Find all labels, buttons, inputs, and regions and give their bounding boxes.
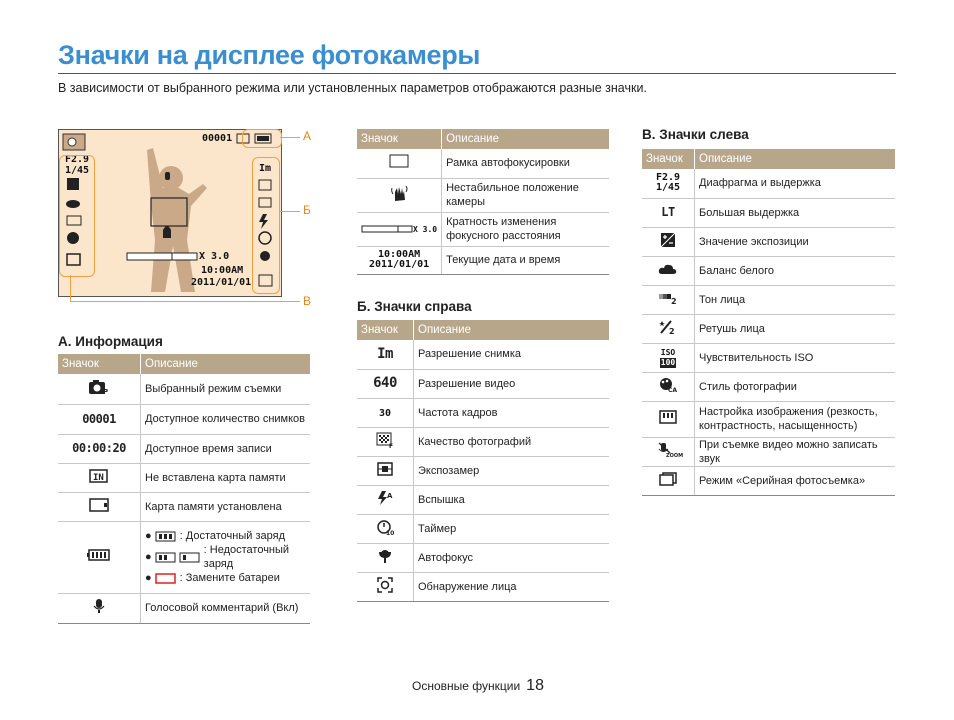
battery-empty-icon <box>155 573 177 584</box>
autofocus-icon <box>377 548 393 564</box>
row-desc: Тон лица <box>695 285 896 314</box>
no-memory-card-icon <box>89 469 109 483</box>
row-desc: Текущие дата и время <box>442 246 609 274</box>
row-desc: Значение экспозиции <box>695 227 896 256</box>
callout-box-top <box>242 129 282 148</box>
row-desc: При съемке видео можно записать звук <box>695 437 896 466</box>
callout-line-v-vert <box>70 275 71 301</box>
table-row <box>642 256 895 285</box>
battery-full-item: ● : Достаточный заряд <box>145 530 285 542</box>
display-date: 2011/01/01 <box>191 277 252 288</box>
row-desc: Рамка автофокусировки <box>442 149 609 178</box>
row-desc: Голосовой комментарий (Вкл) <box>141 593 311 623</box>
table-row <box>357 543 609 572</box>
metering-icon <box>377 462 393 476</box>
callout-line-v <box>70 301 300 302</box>
photo-resolution-icon: Im <box>377 345 393 362</box>
photo-quality-icon <box>376 432 394 448</box>
section-b-heading: Б. Значки справа <box>357 299 472 314</box>
row-desc: Разрешение видео <box>414 369 610 398</box>
microphone-icon <box>93 598 105 614</box>
record-time-icon: 00:00:20 <box>72 441 126 455</box>
table-row <box>357 572 609 601</box>
zoom-bar-icon <box>361 225 413 233</box>
table-row <box>58 521 310 593</box>
page-title: Значки на дисплее фотокамеры <box>58 40 481 70</box>
row-desc: Карта памяти установлена <box>141 492 311 521</box>
row-desc: Доступное количество снимков <box>141 404 311 434</box>
table-row <box>642 285 895 314</box>
memory-card-icon <box>89 498 109 512</box>
table-row <box>357 369 609 398</box>
display-shutter: 1/45 <box>65 165 90 176</box>
col-icon-header: Значок <box>642 149 695 169</box>
row-desc: Качество фотографий <box>414 427 610 456</box>
col-icon-header: Значок <box>357 320 414 340</box>
date-glyph: 2011/01/01 <box>368 259 430 270</box>
row-desc: Экспозамер <box>414 456 610 485</box>
face-retouch-icon <box>659 319 677 335</box>
table-row <box>642 372 895 401</box>
section-v-heading: В. Значки слева <box>642 127 749 142</box>
row-desc: Диафрагма и выдержка <box>695 169 896 198</box>
camera-mode-icon <box>88 379 110 395</box>
intro-text: В зависимости от выбранного режима или установленных параметров отображаются разные значки. <box>58 81 647 95</box>
shake-icon <box>391 184 407 202</box>
title-rule <box>58 73 896 74</box>
exposure-value-icon <box>660 232 676 248</box>
battery-icon <box>87 549 111 561</box>
row-desc: Частота кадров <box>414 398 610 427</box>
svg-text:10: 10 <box>386 529 395 537</box>
callout-v: В <box>303 294 312 308</box>
callout-b: Б <box>303 203 311 217</box>
battery-low-label: : Недостаточный заряд <box>203 544 290 570</box>
section-b-table <box>357 320 609 602</box>
table-row <box>642 198 895 227</box>
callout-box-right <box>252 157 280 294</box>
table-row <box>58 593 310 623</box>
row-desc: Большая выдержка <box>695 198 896 227</box>
row-desc: Вспышка <box>414 485 610 514</box>
face-detection-icon <box>377 577 393 593</box>
center-icons-table <box>357 129 609 275</box>
row-desc: Не вставлена карта памяти <box>141 463 311 492</box>
table-row <box>58 404 310 434</box>
table-row <box>357 246 609 274</box>
display-time: 10:00AM <box>201 265 244 276</box>
svg-text:2: 2 <box>671 296 677 306</box>
aperture-glyph: F2.9 <box>655 172 681 184</box>
table-row <box>357 212 609 246</box>
table-row <box>357 514 609 543</box>
svg-text:F: F <box>389 442 394 450</box>
row-desc: Автофокус <box>414 543 610 572</box>
battery-low-item: ● : Недостаточный заряд <box>145 543 306 571</box>
row-desc: Баланс белого <box>695 256 896 285</box>
table-row <box>642 466 895 495</box>
table-row <box>357 178 609 212</box>
row-desc: Настройка изображения (резкость, контрастность, насыщенность) <box>695 401 896 437</box>
battery-empty-item: ● : Замените батареи <box>145 572 280 584</box>
burst-mode-icon <box>659 472 677 486</box>
footer-section: Основные функции <box>412 679 521 693</box>
svg-text:A: A <box>387 491 393 500</box>
callout-a: А <box>303 129 312 143</box>
photo-style-icon <box>658 377 678 393</box>
shutter-glyph: 1/45 <box>655 182 681 194</box>
display-shots: 00001 <box>202 133 233 144</box>
time-glyph: 10:00AM <box>377 249 421 260</box>
table-row <box>58 492 310 521</box>
row-desc: Таймер <box>414 514 610 543</box>
table-row <box>58 434 310 463</box>
zoom-value: X 3.0 <box>413 225 438 234</box>
row-desc: Чувствительность ISO <box>695 343 896 372</box>
table-row <box>642 314 895 343</box>
display-zoom: X 3.0 <box>199 251 230 262</box>
col-desc-header: Описание <box>442 129 609 149</box>
table-row <box>357 398 609 427</box>
col-desc-header: Описание <box>695 149 896 169</box>
callout-line-a <box>280 137 300 138</box>
svg-text:IN: IN <box>93 472 104 483</box>
timer-icon <box>376 519 394 535</box>
svg-text:P: P <box>103 387 109 396</box>
table-row <box>357 485 609 514</box>
video-sound-icon <box>658 442 684 459</box>
battery-empty-label: : Замените батареи <box>179 572 280 584</box>
face-tone-icon <box>658 291 678 305</box>
white-balance-icon <box>658 263 678 275</box>
row-desc: Обнаружение лица <box>414 572 610 601</box>
video-resolution-icon: 640 <box>373 375 397 391</box>
table-row <box>642 437 895 466</box>
row-desc: Кратность изменения фокусного расстояния <box>442 212 609 246</box>
battery-full-icon <box>155 531 177 542</box>
display-resolution: Im <box>259 163 272 174</box>
table-row <box>357 427 609 456</box>
long-exposure-icon: LT <box>661 205 675 219</box>
flash-icon <box>376 490 394 506</box>
table-row <box>357 456 609 485</box>
row-desc: Стиль фотографии <box>695 372 896 401</box>
row-desc: Разрешение снимка <box>414 340 610 369</box>
battery-low-icon <box>155 552 201 563</box>
svg-text:2: 2 <box>669 326 675 336</box>
section-v-table <box>642 149 895 496</box>
row-desc: Режим «Серийная фотосъемка» <box>695 466 896 495</box>
battery-full-label: : Достаточный заряд <box>179 530 285 542</box>
iso-value-glyph: 100 <box>660 357 676 367</box>
row-desc: Выбранный режим съемки <box>141 374 311 404</box>
callout-line-b <box>280 211 300 212</box>
table-row <box>642 401 895 437</box>
person-silhouette <box>147 148 207 292</box>
frame-rate-icon: 30 <box>378 407 392 419</box>
table-row <box>642 343 895 372</box>
col-icon-header: Значок <box>58 354 141 374</box>
table-row <box>58 463 310 492</box>
image-adjust-icon <box>659 410 677 424</box>
shots-count-icon: 00001 <box>82 411 116 426</box>
svg-text:CA: CA <box>668 386 678 394</box>
table-row <box>58 374 310 404</box>
page-number: 18 <box>526 677 544 694</box>
row-desc: Ретушь лица <box>695 314 896 343</box>
section-a-table <box>58 354 310 624</box>
display-aperture: F2.9 <box>65 154 90 165</box>
row-desc: Доступное время записи <box>141 434 311 463</box>
row-desc: Нестабильное положение камеры <box>442 178 609 212</box>
table-row <box>642 227 895 256</box>
callout-box-left <box>59 155 95 277</box>
col-desc-header: Описание <box>414 320 610 340</box>
table-row <box>357 149 609 178</box>
section-a-heading: А. Информация <box>58 334 163 349</box>
iso-label-glyph: ISO <box>660 347 676 357</box>
col-desc-header: Описание <box>141 354 311 374</box>
col-icon-header: Значок <box>357 129 442 149</box>
svg-text:ZOOM: ZOOM <box>666 452 684 459</box>
table-row <box>642 169 895 198</box>
af-frame-icon <box>389 154 409 168</box>
footer <box>412 677 544 695</box>
table-row <box>357 340 609 369</box>
